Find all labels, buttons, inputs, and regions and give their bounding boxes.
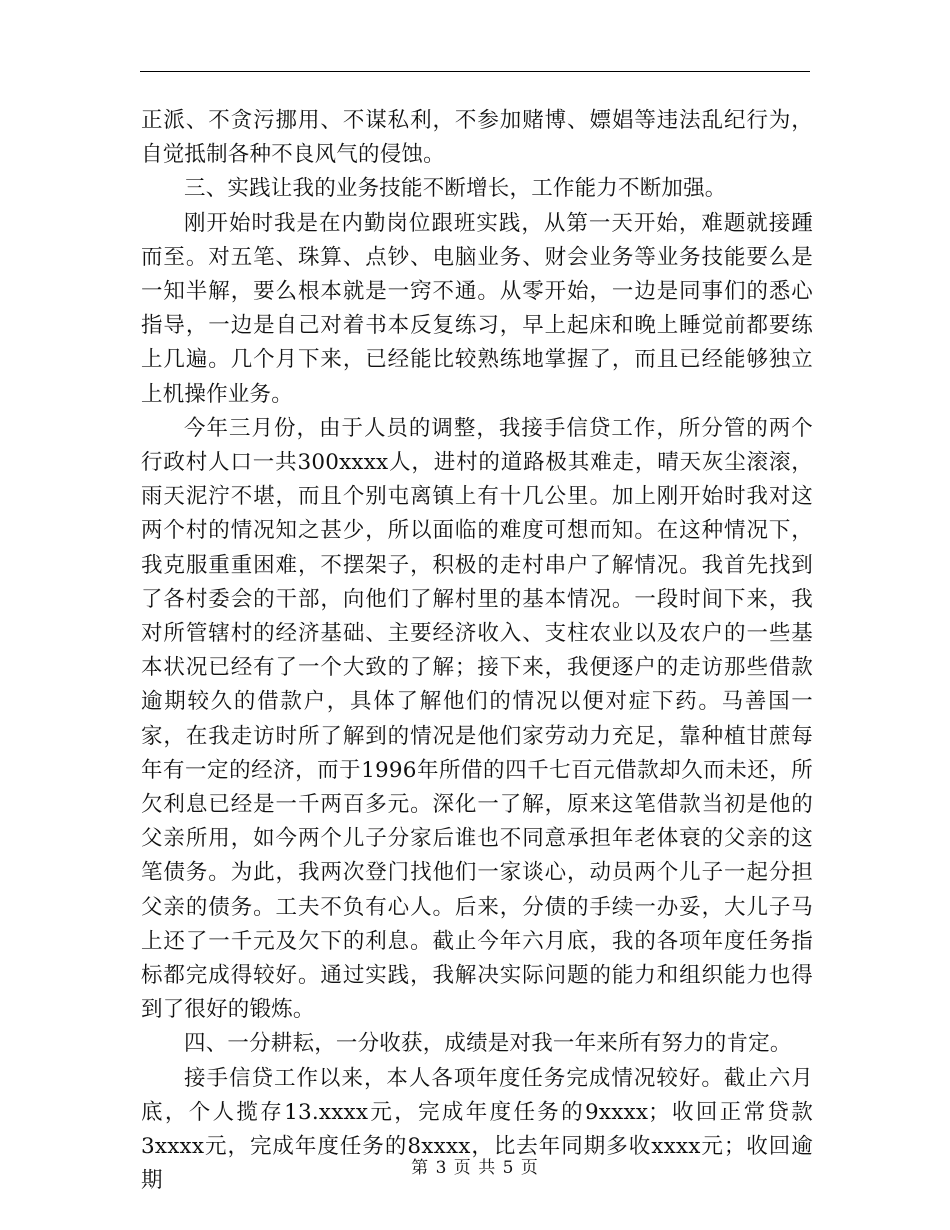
paragraph: 接手信贷工作以来，本人各项年度任务完成情况较好。截止六月底，个人揽存13.xxxx元，完成年度任务的9xxxx；收回正常贷款3xxxx元，完成年度任务的8xxxx，比去年同期多收xxxx元；收回逾期 [141, 1065, 813, 1194]
document-body [141, 104, 813, 1199]
paragraph: 正派、不贪污挪用、不谋私利，不参加赌博、嫖娼等违法乱纪行为，自觉抵制各种不良风气的侵蚀。 [141, 108, 813, 168]
section-heading: 四、一分耕耘，一分收获，成绩是对我一年来所有努力的肯定。 [184, 1031, 792, 1057]
page-number-footer: 第 3 页 共 5 页 [411, 1158, 539, 1178]
section-heading: 三、实践让我的业务技能不断增长，工作能力不断加强。 [184, 176, 727, 202]
header-rule [140, 71, 810, 72]
paragraph: 今年三月份，由于人员的调整，我接手信贷工作，所分管的两个行政村人口一共300xxxx人，进村的道路极其难走，晴天灰尘滚滚，雨天泥泞不堪，而且个别屯离镇上有十几公里。加上刚开始时我对这两个村的情况知之甚少，所以面临的难度可想而知。在这种情况下，我克服重重困难，不摆架子，积极的走村串户了解情况。我首先找到了各村委会的干部，向他们了解村里的基本情况。一段时间下来，我对所管辖村的经济基础、主要经济收入、支柱农业以及农户的一些基本状况已经有了一个大致的了解；接下来，我便逐户的走访那些借款逾期较久的借款户，具体了解他们的情况以便对症下药。马善国一家，在我走访时所了解到的情况是他们家劳动力充足，靠种植甘蔗每年有一定的经济，而于1996年所借的四千七百元借款却久而未还，所欠利息已经是一千两百多元。深化一了解，原来这笔借款当初是他的父亲所用，如今两个儿子分家后谁也不同意承担年老体衰的父亲的这笔债务。为此，我两次登门找他们一家谈心，动员两个儿子一起分担父亲的债务。工夫不负有心人。后来，分债的手续一办妥，大儿子马上还了一千元及欠下的利息。截止今年六月底，我的各项年度任务指标都完成得较好。通过实践，我解决实际问题的能力和组织能力也得到了很好的锻炼。 [141, 415, 813, 1023]
paragraph: 刚开始时我是在内勤岗位跟班实践，从第一天开始，难题就接踵而至。对五笔、珠算、点钞、电脑业务、财会业务等业务技能要么是一知半解，要么根本就是一窍不通。从零开始，一边是同事们的悉心指导，一边是自己对着书本反复练习，早上起床和晚上睡觉前都要练上几遍。几个月下来，已经能比较熟练地掌握了，而且已经能够独立上机操作业务。 [141, 210, 813, 407]
